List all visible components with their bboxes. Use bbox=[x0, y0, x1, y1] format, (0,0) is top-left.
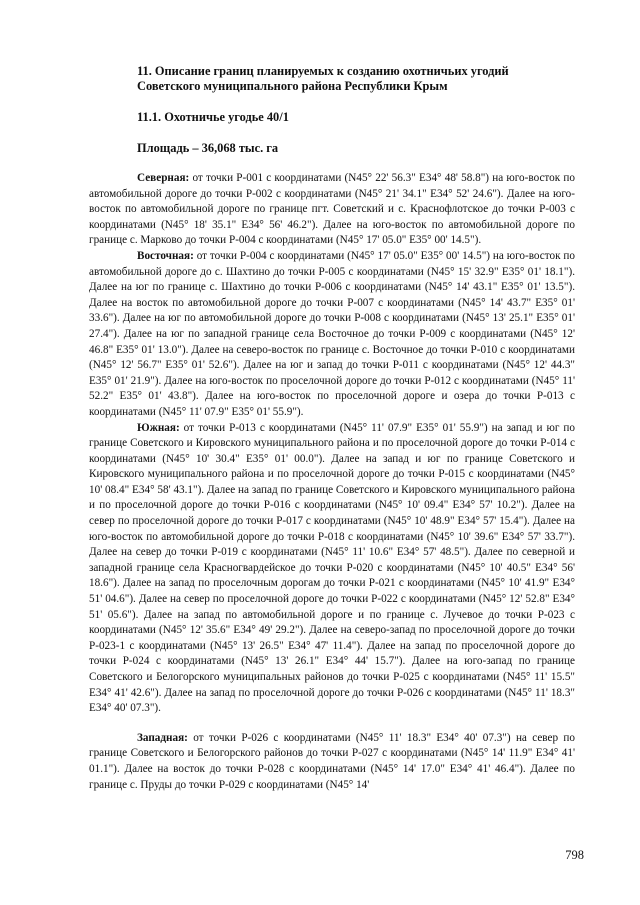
west-boundary-label: Западная: bbox=[137, 731, 188, 744]
west-boundary-text: от точки Р-026 с координатами (N45° 11' 18.3" E34° 40' 07.3") на север по границе Советского и Белогорского районов до точки Р-027 с координатами (N45° 14' 11.9" E34° 41' 01.1"). Далее на восток до точки Р-028 с координатами (N45° 14' 17.0" E34° 41' 46.4"). Далее по границе с. Пруды до точки Р-029 с координатами (N45° 14' bbox=[89, 731, 575, 791]
east-boundary-paragraph bbox=[89, 249, 575, 421]
area-value: 36,068 тыс. га bbox=[201, 141, 279, 155]
south-boundary-paragraph bbox=[89, 421, 575, 717]
north-boundary-paragraph bbox=[89, 171, 575, 249]
heading-line-1: 11. Описание границ планируемых к созданию охотничьих угодий bbox=[137, 64, 509, 78]
page-number: 798 bbox=[565, 848, 584, 862]
north-boundary-text: от точки Р-001 с координатами (N45° 22' 56.3" E34° 48' 58.8") на юго-восток по автомобильной дороге до точки Р-002 с координатами (N45° 21' 34.1" E34° 52' 24.6"). Далее на юго-восток по автомобильной дороге по границе пгт. Советский и с. Краснофлотское до точки Р-003 с координатами (N45° 18' 35.1" E34° 56' 46.2"). Далее на юго-восток по автомобильной дороге по границе с. Марково до точки Р-004 с координатами (N45° 17' 05.0" E35° 00' 14.5"). bbox=[89, 172, 575, 247]
west-boundary-paragraph bbox=[89, 731, 575, 793]
page-content bbox=[89, 64, 575, 793]
area-line bbox=[89, 141, 575, 156]
north-boundary-label: Северная: bbox=[137, 172, 190, 184]
south-boundary-text: от точки Р-013 с координатами (N45° 11' 07.9" E35° 01' 55.9") на запад и юг по границе Советского и Кировского муниципального района и по проселочной дороге до точки Р-014 с координатами (N45° 10' 30.4" E35° 01' 00.0"). Далее на запад и юг по границе Советского и Кировского муниципального района и по проселочной дороге до точки Р-015 с координатами (N45° 10' 08.4" E34° 58' 43.1"). Далее на запад по границе Советского и Кировского муниципального района и по проселочной дороге до точки Р-016 с координатами (N45° 10' 09.4" E34° 57' 10.2"). Далее на север по проселочной дороге до точки Р-017 с координатами (N45° 10' 48.9" E34° 57' 15.4"). Далее на юго-восток по автомобильной дороге до точки Р-018 с координатами (N45° 10' 39.6" E34° 57' 33.7"). Далее на север до точки Р-019 с координатами (N45° 11' 10.6" E34° 57' 48.5"). Далее по северной и западной границе села Красногвардейское до точки Р-020 с координатами (N45° 10' 40.5" E34° 56' 18.6"). Далее на запад по проселочным дорогам до точки Р-021 с координатами (N45° 10' 41.9" E34° 51' 04.6"). Далее на север по проселочной дороге до точки Р-022 с координатами (N45° 12' 52.8" E34° 51' 05.6"). Далее на запад по автомобильной дороге и по границе с. Лучевое до точки Р-023 с координатами (N45° 12' 35.6" E34° 49' 29.2"). Далее на северо-запад по проселочной дороге до точки Р-023-1 с координатами (N45° 13' 26.5" E34° 47' 11.4"). Далее на запад по проселочной дороге до точки Р-024 с координатами (N45° 13' 26.1" E34° 44' 15.7"). Далее на юго-запад по границе Советского и Белогорского муниципальных районов до точки Р-025 с координатами (N45° 11' 15.5" E34° 41' 42.6"). Далее на запад по проселочной дороге до точки Р-026 с координатами (N45° 11' 18.3" E34° 40' 07.3"). bbox=[89, 421, 575, 715]
south-boundary-label: Южная: bbox=[137, 421, 180, 434]
heading-line-2: Советского муниципального района Республики Крым bbox=[137, 79, 448, 93]
area-label: Площадь – bbox=[137, 141, 199, 155]
subsection-heading: 11.1. Охотничье угодье 40/1 bbox=[137, 110, 289, 124]
section-heading bbox=[89, 64, 575, 94]
east-boundary-label: Восточная: bbox=[137, 249, 194, 262]
east-boundary-text: от точки Р-004 с координатами (N45° 17' 05.0" E35° 00' 14.5") на юго-восток по автомобильной дороге до с. Шахтино до точки Р-005 с координатами (N45° 15' 32.9" E35° 01' 18.1"). Далее на юг по границе с. Шахтино до точки Р-006 с координатами (N45° 14' 43.1" E35° 01' 13.5"). Далее на восток по автомобильной дороге до точки Р-007 с координатами (N45° 14' 43.7" E35° 01' 33.6"). Далее на юг по автомобильной дороге до точки Р-008 с координатами (N45° 13' 25.1" E35° 01' 27.4"). Далее на юг по западной границе села Восточное до точки Р-009 с координатами (N45° 12' 46.8" E35° 01' 13.0"). Далее на северо-восток по границе с. Восточное до точки Р-010 с координатами (N45° 12' 56.7" E35° 01' 52.6"). Далее на юг и запад до точки Р-011 с координатами (N45° 12' 44.3" E35° 01' 21.9"). Далее на юго-восток по проселочной дороге до точки Р-012 с координатами (N45° 11' 52.2" E35° 01' 43.8"). Далее на юго-восток по проселочной дороге и озера до точки Р-013 с координатами (N45° 11' 07.9" E35° 01' 55.9"). bbox=[89, 249, 575, 418]
